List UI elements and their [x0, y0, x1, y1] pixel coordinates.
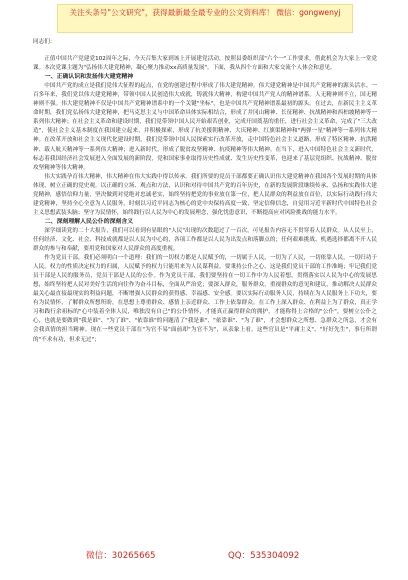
section-1-paragraph: 伟大实践孕育伟大精神，伟大精神在伟大实践中得以传承。我们所要的党员干部都要正确认识伟大建党精神在我国各个发展时期的具体体现，树立正确的党史观。以正确的立场、观点和方法，认识和对待中国共产党的百年历史，在新的发展阶段继续传承、弘扬和实践伟大建党精神，感悟信仰力量，坚决做到对党绝对忠诚老实，始终坚持把党的事业放在第一位，把人民群众的利益放在首位，以实际行动践行伟大建党精神，坚持全心全意为人民服务，时刻以习近平同志为核心的党中央保持高度一致，坚定信仰信念，自觉用习近平新时代中国特色社会主义思想武装头脑；坚守为民情怀，始终践行以人民为中心的发展理念，强化忧患意识，不断提高应对风险挑战的能力水平。 — [33, 173, 377, 216]
contact-footer — [0, 545, 408, 567]
footer-qq: QQ：535304092 — [228, 551, 300, 561]
document-body — [33, 38, 377, 536]
section-1-paragraph: 中国共产党的成立是我们党伟大征程的起点，在党的创建过程中形成了伟大建党精神。伟大建党精神是中国共产党精神的源头活水。一百多年来，我们党以伟大建党精神，带领中国人民创造伟大成就，铸就伟大精神，构建中国共产党人的精神谱系。人无精神则不立，国无精神则不强。伟大建党精神不仅是中国共产党精神谱系中的一个关键"坐标"，也是中国共产党精神谱系最初的源头。在过去，在新民主主义革命时期，我们党弘扬伟大建党精神，把马克思主义与中国革命具体实际相结合，形成了井冈山精神、长征精神、抗战精神和西柏坡精神等一系列伟大精神；在社会主义革命和建设时期，我们党带领中国人民开始艰苦创业，完成开国奠基的重任，进行社会主义革命，完成了"三大改造"，使社会主义基本制度在我国建立起来，并积极探索，形成了抗美援朝精神、大庆精神、红旗渠精神和"两弹一星"精神等一系列伟大精神。在改革开放和社会主义现代化建设时期，我们党带领中国人民探索实行改革开放，走中国特色社会主义道路，形成了特区精神、抗洪精神、载人航天精神等一系列伟大精神；进入新时代，形成了脱贫攻坚精神、抗疫精神等伟大精神。在当下，进入中国特色社会主义新时代，标志着我国经济社会发展进入全面发展的新阶段，党和国家事业取得历史性成就、发生历史性变革，也迎来了基层党组织、抗战精神、脱贫攻坚精神等伟大精神。 — [33, 83, 377, 171]
section-2-heading: 二、深刻理解人民公仆的深刻含义 — [44, 218, 134, 225]
section-2-paragraph: 作为党员干部，我们必须明白一个道理：我们的一切权力都是人民赋予的，一切属于人民，一切为了人民，一切依靠人民，一切归功于人民。权力的性质决定权力的归属，人民赋予的权力只能用来为人民谋利益。要秉持公仆之心，这是我们党员干部的工作准绳；牢记我们党员干部是人民的服务员，党员干部是人民的公仆。作为党员干部，我们要坚持在一切工作中为人民着想，贯彻落实以人民为中心的发展思想，始终坚持把人民对美好生活的向往作为奋斗目标，全面从严治党；要深入群众，服务群众，重视群众的意见和建议，推动解决人民群众最关心最直接最现实的利益问题，不断增强人民群众的获得感、幸福感、安全感。要以实际行动服务人民，持续在为人民服务上下功夫，要有为民情怀，了解群众所想所盼，在思想上尊重群众、感情上亲近群众、工作上依靠群众。在工作上深入群众、在利益上为了群众，真正学习和践行余祖标的"心中装着全体人民，唯独没有自己"的公仆情怀，才能真正赢得群众的拥护，才能称得上合格的"公仆"。要树立公仆之心，也就是要做到"我是谁"、"为了谁"、"依靠谁"的问题清了"我是谁"、"依靠谁"、"为了谁"，才会想群众之所想、急群众之所急，才会有会我真情的担当精神。现在一些党员干部在"为官不易"面前却"为官不为"，从表象上看，这些官员是"平庸主义"、"好好先生"，事行所谓的"不求有功，但求无过"； — [33, 255, 377, 343]
banner-text: 关注头条号"公文研究"，获得最新最全最专业的公文资料库！ 微信：gongwenyj — [69, 8, 341, 17]
footer-wechat: 微信：30265665 — [86, 551, 156, 561]
intro-paragraph: 正值中国共产党建党102周年之际，今天召集大家到该上开展建党活动，按照县委组织部"六个一"工作要求，借此机会为大家上一堂党课。本次党课主题为"弘扬伟大建党精神，凝心聚力推动xx高质量发展"。下面，我从四个方面和大家交流个人体会和意见。 — [33, 56, 377, 72]
greeting: 同志们： — [33, 39, 56, 45]
section-1-heading: 一、正确认识和发扬伟大建党精神 — [44, 74, 134, 81]
section-2-paragraph: 深学细读党的二十大报告，我们可以看到有显眼的"人民"出现的次数超过了一百次，可见报告内容无不贯穿着人民群众。从人民至上，任何经济、文化、社会、科技成就都是以人民为中心的，各项工作都是以人民为出发点和落脚点的；任何艰难挑战、机遇选择都离不开人民群众的参与和奉献，要用党和国家对人民群众的高度重视。 — [33, 227, 377, 253]
promo-banner — [57, 4, 353, 33]
